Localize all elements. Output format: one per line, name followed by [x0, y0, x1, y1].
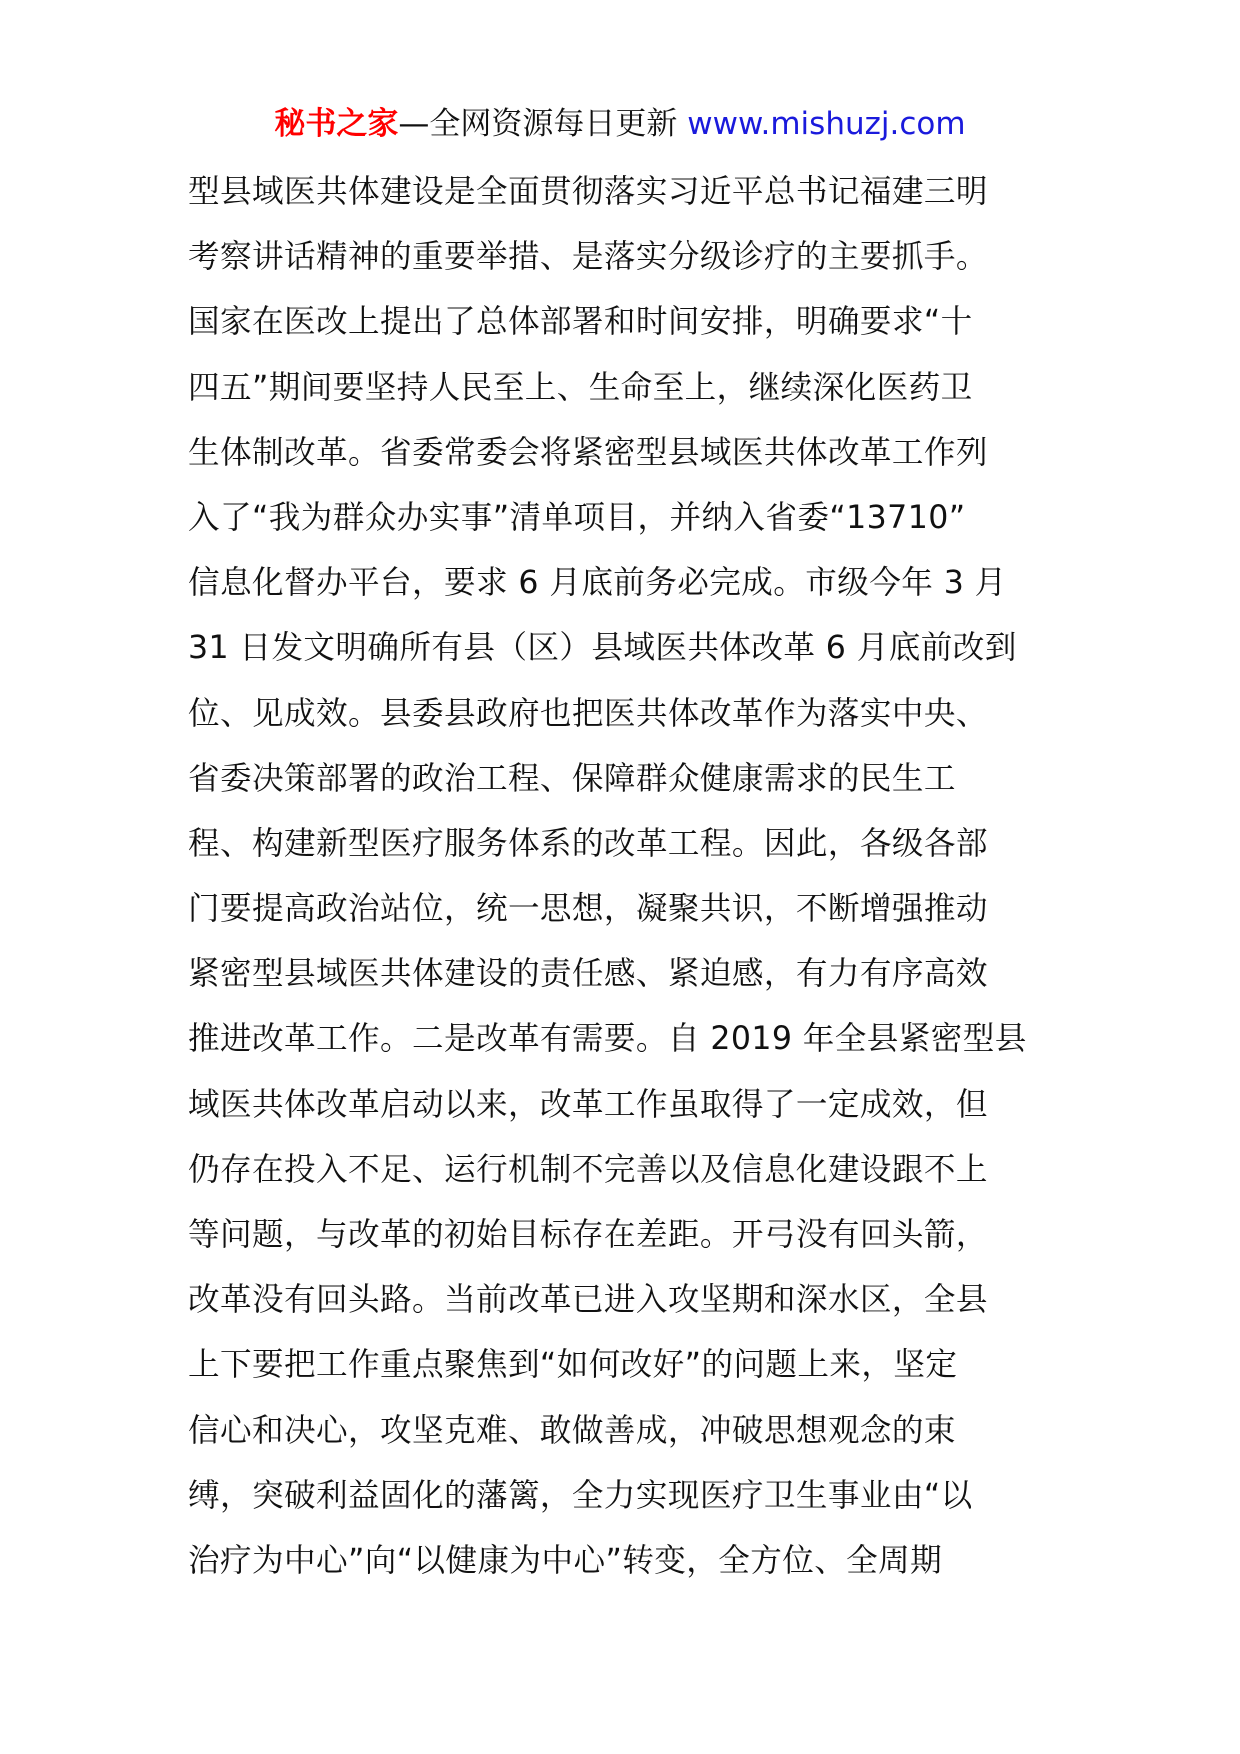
text-line: 信心和决心，攻坚克难、敢做善成，冲破思想观念的束 — [188, 1412, 956, 1449]
body-text — [188, 160, 1068, 1594]
text-line: 治疗为中心”向“以健康为中心”转变，全方位、全周期 — [188, 1542, 943, 1579]
page-header — [0, 102, 1240, 146]
text-line: 31 日发文明确所有县（区）县域医共体改革 6 月底前改到 — [188, 630, 1017, 667]
text-line: 缚，突破利益固化的藩篱，全力实现医疗卫生事业由“以 — [188, 1477, 973, 1514]
site-url-link[interactable]: www.mishuzj.com — [687, 106, 966, 142]
text-line: 考察讲话精神的重要举措、是落实分级诊疗的主要抓手。 — [188, 239, 988, 276]
text-line: 程、构建新型医疗服务体系的改革工程。因此，各级各部 — [188, 825, 988, 862]
text-line: 等问题，与改革的初始目标存在差距。开弓没有回头箭， — [188, 1217, 988, 1253]
text-line: 门要提高政治站位，统一思想，凝聚共识，不断增强推动 — [188, 891, 988, 928]
text-line: 型县域医共体建设是全面贯彻落实习近平总书记福建三明 — [188, 174, 988, 210]
text-line: 紧密型县域医共体建设的责任感、紧迫感，有力有序高效 — [188, 956, 988, 993]
text-line: 生体制改革。省委常委会将紧密型县域医共体改革工作列 — [188, 434, 988, 471]
text-line: 域医共体改革启动以来，改革工作虽取得了一定成效，但 — [188, 1086, 988, 1123]
text-line: 位、见成效。县委县政府也把医共体改革作为落实中央、 — [188, 695, 988, 732]
text-line: 入了“我为群众办实事”清单项目，并纳入省委“13710” — [188, 499, 966, 536]
text-line: 推进改革工作。二是改革有需要。自 2019 年全县紧密型县 — [188, 1021, 1027, 1058]
text-line: 四五”期间要坚持人民至上、生命至上，继续深化医药卫 — [188, 369, 973, 406]
text-line: 信息化督办平台，要求 6 月底前务必完成。市级今年 3 月 — [188, 565, 1007, 602]
text-line: 上下要把工作重点聚焦到“如何改好”的问题上来，坚定 — [188, 1347, 958, 1384]
text-line: 省委决策部署的政治工程、保障群众健康需求的民生工 — [188, 760, 956, 797]
text-line: 仍存在投入不足、运行机制不完善以及信息化建设跟不上 — [188, 1151, 988, 1188]
text-line: 改革没有回头路。当前改革已进入攻坚期和深水区，全县 — [188, 1282, 988, 1319]
site-brand: 秘书之家 — [274, 106, 399, 142]
site-tagline: —全网资源每日更新 — [398, 106, 678, 142]
text-line: 国家在医改上提出了总体部署和时间安排，明确要求“十 — [188, 304, 973, 341]
